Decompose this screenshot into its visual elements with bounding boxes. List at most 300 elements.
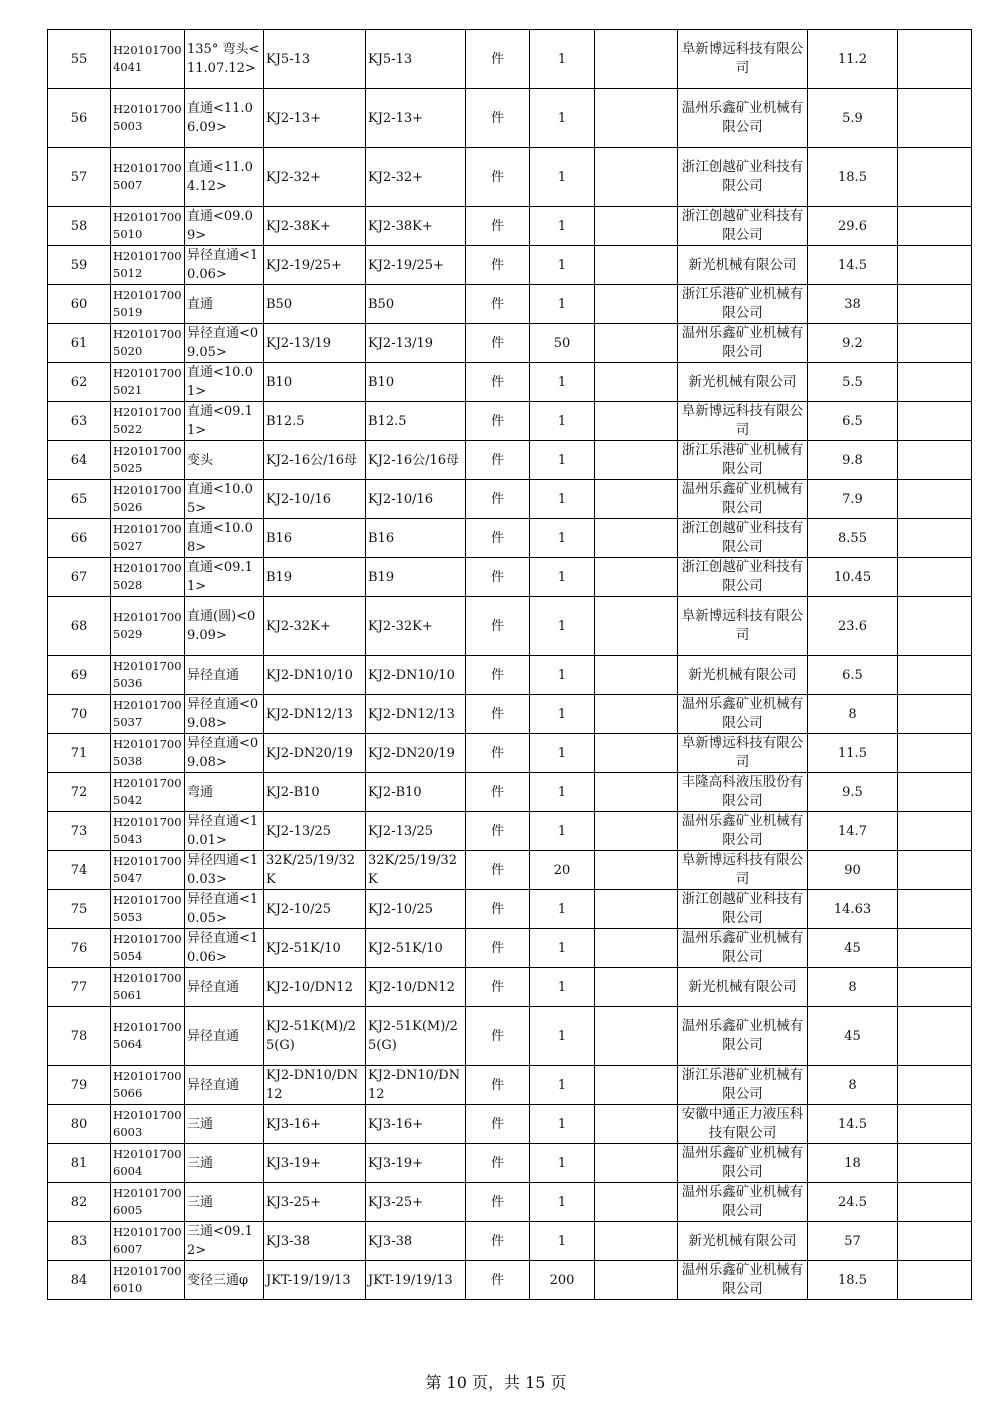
cell-supplier: 浙江创越矿业科技有限公司 — [678, 890, 808, 929]
cell-name: 三通 — [185, 1105, 264, 1144]
cell-empty — [595, 929, 678, 968]
cell-name: 直通<11.04.12> — [185, 148, 264, 207]
cell-model: KJ2-16公/16母 — [366, 441, 466, 480]
cell-no: 63 — [48, 402, 111, 441]
cell-supplier: 新光机械有限公司 — [678, 656, 808, 695]
cell-empty — [595, 1222, 678, 1261]
cell-spec: JKT-19/19/13 — [264, 1261, 366, 1300]
cell-price: 8 — [808, 1066, 898, 1105]
cell-name: 135° 弯头<11.07.12> — [185, 30, 264, 89]
cell-quantity: 1 — [530, 89, 595, 148]
cell-code: H201017006010 — [111, 1261, 185, 1300]
cell-code: H201017005021 — [111, 363, 185, 402]
table-row — [48, 1105, 972, 1144]
cell-model: KJ2-13+ — [366, 89, 466, 148]
table-row — [48, 695, 972, 734]
cell-model: KJ2-51K(M)/25(G) — [366, 1007, 466, 1066]
cell-empty — [595, 656, 678, 695]
cell-code: H201017005043 — [111, 812, 185, 851]
cell-unit: 件 — [466, 1007, 530, 1066]
cell-quantity: 1 — [530, 1222, 595, 1261]
cell-supplier: 温州乐鑫矿业机械有限公司 — [678, 929, 808, 968]
cell-model: KJ2-10/25 — [366, 890, 466, 929]
cell-price: 9.2 — [808, 324, 898, 363]
cell-spec: KJ2-32K+ — [264, 597, 366, 656]
cell-quantity: 1 — [530, 695, 595, 734]
table-row — [48, 246, 972, 285]
cell-quantity: 1 — [530, 597, 595, 656]
cell-empty — [595, 207, 678, 246]
cell-no: 64 — [48, 441, 111, 480]
cell-empty — [595, 148, 678, 207]
cell-quantity: 1 — [530, 1007, 595, 1066]
cell-spec: KJ2-13/19 — [264, 324, 366, 363]
cell-remark — [898, 441, 972, 480]
cell-spec: KJ2-16公/16母 — [264, 441, 366, 480]
cell-name: 直通<09.11> — [185, 558, 264, 597]
cell-no: 66 — [48, 519, 111, 558]
cell-no: 84 — [48, 1261, 111, 1300]
cell-model: KJ3-19+ — [366, 1144, 466, 1183]
table-row — [48, 1183, 972, 1222]
cell-remark — [898, 1007, 972, 1066]
cell-spec: KJ3-38 — [264, 1222, 366, 1261]
table-row — [48, 929, 972, 968]
cell-supplier: 新光机械有限公司 — [678, 363, 808, 402]
cell-empty — [595, 30, 678, 89]
cell-model: KJ2-10/DN12 — [366, 968, 466, 1007]
cell-model: KJ2-13/25 — [366, 812, 466, 851]
cell-name: 异径直通<10.06> — [185, 246, 264, 285]
cell-empty — [595, 773, 678, 812]
cell-remark — [898, 695, 972, 734]
cell-spec: KJ2-10/DN12 — [264, 968, 366, 1007]
table-row — [48, 1222, 972, 1261]
cell-remark — [898, 480, 972, 519]
cell-code: H201017005007 — [111, 148, 185, 207]
cell-supplier: 温州乐鑫矿业机械有限公司 — [678, 89, 808, 148]
table-row — [48, 1261, 972, 1300]
cell-name: 异径直通<09.08> — [185, 734, 264, 773]
cell-empty — [595, 1144, 678, 1183]
cell-remark — [898, 558, 972, 597]
cell-model: KJ2-19/25+ — [366, 246, 466, 285]
cell-code: H201017005010 — [111, 207, 185, 246]
cell-quantity: 1 — [530, 968, 595, 1007]
cell-model: B16 — [366, 519, 466, 558]
cell-model: 32K/25/19/32K — [366, 851, 466, 890]
cell-model: KJ5-13 — [366, 30, 466, 89]
cell-remark — [898, 402, 972, 441]
cell-unit: 件 — [466, 441, 530, 480]
cell-unit: 件 — [466, 1261, 530, 1300]
cell-price: 8.55 — [808, 519, 898, 558]
cell-code: H201017005047 — [111, 851, 185, 890]
cell-price: 24.5 — [808, 1183, 898, 1222]
cell-code: H201017005026 — [111, 480, 185, 519]
cell-no: 62 — [48, 363, 111, 402]
cell-spec: B12.5 — [264, 402, 366, 441]
cell-spec: KJ2-B10 — [264, 773, 366, 812]
cell-empty — [595, 1066, 678, 1105]
cell-model: KJ2-13/19 — [366, 324, 466, 363]
cell-remark — [898, 1144, 972, 1183]
cell-empty — [595, 89, 678, 148]
cell-empty — [595, 285, 678, 324]
cell-empty — [595, 246, 678, 285]
cell-quantity: 20 — [530, 851, 595, 890]
cell-model: KJ2-38K+ — [366, 207, 466, 246]
cell-supplier: 阜新博远科技有限公司 — [678, 734, 808, 773]
cell-name: 直通 — [185, 285, 264, 324]
cell-price: 45 — [808, 1007, 898, 1066]
cell-quantity: 1 — [530, 1105, 595, 1144]
cell-price: 8 — [808, 695, 898, 734]
cell-unit: 件 — [466, 285, 530, 324]
cell-unit: 件 — [466, 1222, 530, 1261]
cell-remark — [898, 363, 972, 402]
cell-supplier: 浙江创越矿业科技有限公司 — [678, 148, 808, 207]
cell-quantity: 1 — [530, 656, 595, 695]
cell-quantity: 1 — [530, 890, 595, 929]
table-row — [48, 851, 972, 890]
cell-unit: 件 — [466, 519, 530, 558]
cell-remark — [898, 148, 972, 207]
table-row — [48, 402, 972, 441]
cell-no: 75 — [48, 890, 111, 929]
cell-name: 异径直通 — [185, 656, 264, 695]
cell-model: KJ3-25+ — [366, 1183, 466, 1222]
cell-quantity: 1 — [530, 558, 595, 597]
table-row — [48, 363, 972, 402]
cell-name: 三通 — [185, 1183, 264, 1222]
cell-price: 38 — [808, 285, 898, 324]
cell-no: 81 — [48, 1144, 111, 1183]
cell-remark — [898, 1066, 972, 1105]
cell-price: 14.63 — [808, 890, 898, 929]
cell-unit: 件 — [466, 1105, 530, 1144]
cell-model: KJ3-38 — [366, 1222, 466, 1261]
cell-supplier: 浙江创越矿业科技有限公司 — [678, 558, 808, 597]
cell-price: 11.2 — [808, 30, 898, 89]
cell-code: H201017006004 — [111, 1144, 185, 1183]
cell-supplier: 温州乐鑫矿业机械有限公司 — [678, 812, 808, 851]
cell-spec: KJ2-DN10/10 — [264, 656, 366, 695]
cell-quantity: 1 — [530, 1183, 595, 1222]
cell-unit: 件 — [466, 480, 530, 519]
cell-model: B10 — [366, 363, 466, 402]
cell-name: 三通 — [185, 1144, 264, 1183]
cell-remark — [898, 246, 972, 285]
cell-empty — [595, 519, 678, 558]
cell-supplier: 阜新博远科技有限公司 — [678, 402, 808, 441]
cell-unit: 件 — [466, 207, 530, 246]
cell-empty — [595, 1261, 678, 1300]
cell-spec: KJ2-13+ — [264, 89, 366, 148]
table-row — [48, 89, 972, 148]
cell-spec: KJ5-13 — [264, 30, 366, 89]
cell-quantity: 1 — [530, 30, 595, 89]
cell-supplier: 浙江乐港矿业机械有限公司 — [678, 285, 808, 324]
cell-price: 5.5 — [808, 363, 898, 402]
cell-code: H201017005027 — [111, 519, 185, 558]
cell-remark — [898, 519, 972, 558]
cell-model: KJ3-16+ — [366, 1105, 466, 1144]
cell-code: H201017005028 — [111, 558, 185, 597]
cell-supplier: 安徽中通正力液压科技有限公司 — [678, 1105, 808, 1144]
cell-empty — [595, 890, 678, 929]
cell-quantity: 1 — [530, 363, 595, 402]
cell-empty — [595, 363, 678, 402]
cell-quantity: 1 — [530, 734, 595, 773]
cell-supplier: 温州乐鑫矿业机械有限公司 — [678, 1144, 808, 1183]
cell-price: 18 — [808, 1144, 898, 1183]
cell-unit: 件 — [466, 695, 530, 734]
cell-unit: 件 — [466, 89, 530, 148]
parts-table — [47, 29, 972, 1300]
cell-model: KJ2-32K+ — [366, 597, 466, 656]
cell-supplier: 温州乐鑫矿业机械有限公司 — [678, 324, 808, 363]
cell-quantity: 1 — [530, 285, 595, 324]
cell-empty — [595, 851, 678, 890]
cell-model: KJ2-DN10/DN12 — [366, 1066, 466, 1105]
cell-price: 23.6 — [808, 597, 898, 656]
cell-no: 69 — [48, 656, 111, 695]
cell-name: 异径直通 — [185, 968, 264, 1007]
cell-price: 14.5 — [808, 246, 898, 285]
cell-empty — [595, 480, 678, 519]
cell-spec: KJ2-32+ — [264, 148, 366, 207]
cell-code: H201017005025 — [111, 441, 185, 480]
cell-spec: KJ2-10/25 — [264, 890, 366, 929]
cell-supplier: 浙江乐港矿业机械有限公司 — [678, 441, 808, 480]
cell-code: H201017005036 — [111, 656, 185, 695]
cell-unit: 件 — [466, 656, 530, 695]
cell-code: H201017005029 — [111, 597, 185, 656]
cell-unit: 件 — [466, 929, 530, 968]
table-row — [48, 968, 972, 1007]
cell-quantity: 1 — [530, 402, 595, 441]
cell-spec: KJ3-16+ — [264, 1105, 366, 1144]
cell-supplier: 新光机械有限公司 — [678, 246, 808, 285]
cell-name: 变头 — [185, 441, 264, 480]
cell-no: 65 — [48, 480, 111, 519]
cell-no: 71 — [48, 734, 111, 773]
cell-remark — [898, 929, 972, 968]
cell-price: 14.5 — [808, 1105, 898, 1144]
cell-remark — [898, 656, 972, 695]
table-row — [48, 30, 972, 89]
cell-supplier: 阜新博远科技有限公司 — [678, 30, 808, 89]
table-row — [48, 597, 972, 656]
cell-supplier: 阜新博远科技有限公司 — [678, 597, 808, 656]
cell-remark — [898, 851, 972, 890]
cell-name: 直通(圆)<09.09> — [185, 597, 264, 656]
cell-model: JKT-19/19/13 — [366, 1261, 466, 1300]
cell-model: KJ2-B10 — [366, 773, 466, 812]
cell-name: 异径直通<09.08> — [185, 695, 264, 734]
table-row — [48, 558, 972, 597]
cell-price: 6.5 — [808, 402, 898, 441]
cell-spec: B16 — [264, 519, 366, 558]
cell-empty — [595, 1105, 678, 1144]
cell-name: 三通<09.12> — [185, 1222, 264, 1261]
cell-empty — [595, 402, 678, 441]
cell-model: B12.5 — [366, 402, 466, 441]
cell-remark — [898, 1222, 972, 1261]
cell-quantity: 1 — [530, 246, 595, 285]
cell-unit: 件 — [466, 148, 530, 207]
cell-unit: 件 — [466, 1066, 530, 1105]
cell-unit: 件 — [466, 558, 530, 597]
cell-unit: 件 — [466, 402, 530, 441]
cell-model: KJ2-DN10/10 — [366, 656, 466, 695]
cell-name: 异径直通 — [185, 1007, 264, 1066]
cell-model: KJ2-DN12/13 — [366, 695, 466, 734]
cell-model: KJ2-32+ — [366, 148, 466, 207]
cell-price: 11.5 — [808, 734, 898, 773]
cell-no: 67 — [48, 558, 111, 597]
cell-price: 7.9 — [808, 480, 898, 519]
table-row — [48, 480, 972, 519]
cell-price: 90 — [808, 851, 898, 890]
cell-spec: KJ2-38K+ — [264, 207, 366, 246]
cell-name: 直通<09.11> — [185, 402, 264, 441]
cell-remark — [898, 968, 972, 1007]
cell-quantity: 1 — [530, 1144, 595, 1183]
cell-quantity: 1 — [530, 929, 595, 968]
cell-remark — [898, 1183, 972, 1222]
cell-code: H201017005064 — [111, 1007, 185, 1066]
cell-empty — [595, 968, 678, 1007]
cell-empty — [595, 812, 678, 851]
page-footer: 第 10 页，共 15 页 — [425, 1373, 567, 1392]
cell-code: H201017005012 — [111, 246, 185, 285]
table-row — [48, 207, 972, 246]
cell-unit: 件 — [466, 812, 530, 851]
cell-code: H201017004041 — [111, 30, 185, 89]
table-row — [48, 324, 972, 363]
cell-spec: KJ2-DN12/13 — [264, 695, 366, 734]
cell-remark — [898, 812, 972, 851]
cell-no: 83 — [48, 1222, 111, 1261]
cell-no: 56 — [48, 89, 111, 148]
cell-code: H201017005054 — [111, 929, 185, 968]
cell-no: 73 — [48, 812, 111, 851]
cell-quantity: 1 — [530, 441, 595, 480]
cell-name: 直通<10.08> — [185, 519, 264, 558]
cell-no: 58 — [48, 207, 111, 246]
table-row — [48, 441, 972, 480]
table-row — [48, 812, 972, 851]
cell-supplier: 温州乐鑫矿业机械有限公司 — [678, 1007, 808, 1066]
cell-name: 异径直通<10.05> — [185, 890, 264, 929]
cell-unit: 件 — [466, 324, 530, 363]
cell-remark — [898, 324, 972, 363]
cell-unit: 件 — [466, 851, 530, 890]
table-row — [48, 890, 972, 929]
cell-no: 78 — [48, 1007, 111, 1066]
cell-supplier: 浙江创越矿业科技有限公司 — [678, 519, 808, 558]
cell-name: 直通<11.06.09> — [185, 89, 264, 148]
cell-quantity: 1 — [530, 812, 595, 851]
cell-name: 变径三通φ — [185, 1261, 264, 1300]
cell-name: 异径直通<10.06> — [185, 929, 264, 968]
cell-supplier: 浙江创越矿业科技有限公司 — [678, 207, 808, 246]
cell-price: 18.5 — [808, 148, 898, 207]
cell-remark — [898, 89, 972, 148]
cell-code: H201017005066 — [111, 1066, 185, 1105]
table-row — [48, 285, 972, 324]
cell-supplier: 温州乐鑫矿业机械有限公司 — [678, 480, 808, 519]
cell-code: H201017005003 — [111, 89, 185, 148]
cell-name: 异径直通<09.05> — [185, 324, 264, 363]
cell-name: 弯通 — [185, 773, 264, 812]
cell-unit: 件 — [466, 1183, 530, 1222]
cell-model: B19 — [366, 558, 466, 597]
cell-name: 异径四通<10.03> — [185, 851, 264, 890]
cell-spec: KJ2-DN10/DN12 — [264, 1066, 366, 1105]
cell-code: H201017005020 — [111, 324, 185, 363]
cell-code: H201017005037 — [111, 695, 185, 734]
cell-price: 8 — [808, 968, 898, 1007]
cell-spec: KJ2-10/16 — [264, 480, 366, 519]
cell-no: 68 — [48, 597, 111, 656]
cell-supplier: 温州乐鑫矿业机械有限公司 — [678, 695, 808, 734]
cell-quantity: 1 — [530, 207, 595, 246]
cell-quantity: 1 — [530, 519, 595, 558]
cell-unit: 件 — [466, 773, 530, 812]
cell-spec: B50 — [264, 285, 366, 324]
cell-quantity: 1 — [530, 480, 595, 519]
cell-empty — [595, 695, 678, 734]
cell-code: H201017006005 — [111, 1183, 185, 1222]
cell-spec: KJ3-19+ — [264, 1144, 366, 1183]
table-row — [48, 1066, 972, 1105]
cell-name: 直通<10.05> — [185, 480, 264, 519]
cell-name: 直通<09.09> — [185, 207, 264, 246]
cell-spec: KJ2-51K/10 — [264, 929, 366, 968]
cell-quantity: 1 — [530, 773, 595, 812]
cell-spec: 32K/25/19/32K — [264, 851, 366, 890]
cell-spec: B10 — [264, 363, 366, 402]
table-row — [48, 773, 972, 812]
cell-unit: 件 — [466, 968, 530, 1007]
cell-supplier: 浙江乐港矿业机械有限公司 — [678, 1066, 808, 1105]
cell-price: 57 — [808, 1222, 898, 1261]
cell-model: B50 — [366, 285, 466, 324]
cell-price: 5.9 — [808, 89, 898, 148]
cell-no: 57 — [48, 148, 111, 207]
cell-supplier: 阜新博远科技有限公司 — [678, 851, 808, 890]
cell-no: 80 — [48, 1105, 111, 1144]
cell-remark — [898, 207, 972, 246]
cell-quantity: 1 — [530, 1066, 595, 1105]
cell-supplier: 新光机械有限公司 — [678, 1222, 808, 1261]
cell-no: 55 — [48, 30, 111, 89]
cell-no: 72 — [48, 773, 111, 812]
cell-code: H201017006003 — [111, 1105, 185, 1144]
table-row — [48, 1007, 972, 1066]
cell-no: 61 — [48, 324, 111, 363]
cell-code: H201017005042 — [111, 773, 185, 812]
cell-no: 60 — [48, 285, 111, 324]
cell-name: 直通<10.01> — [185, 363, 264, 402]
cell-unit: 件 — [466, 30, 530, 89]
cell-spec: KJ2-DN20/19 — [264, 734, 366, 773]
cell-no: 77 — [48, 968, 111, 1007]
cell-empty — [595, 558, 678, 597]
